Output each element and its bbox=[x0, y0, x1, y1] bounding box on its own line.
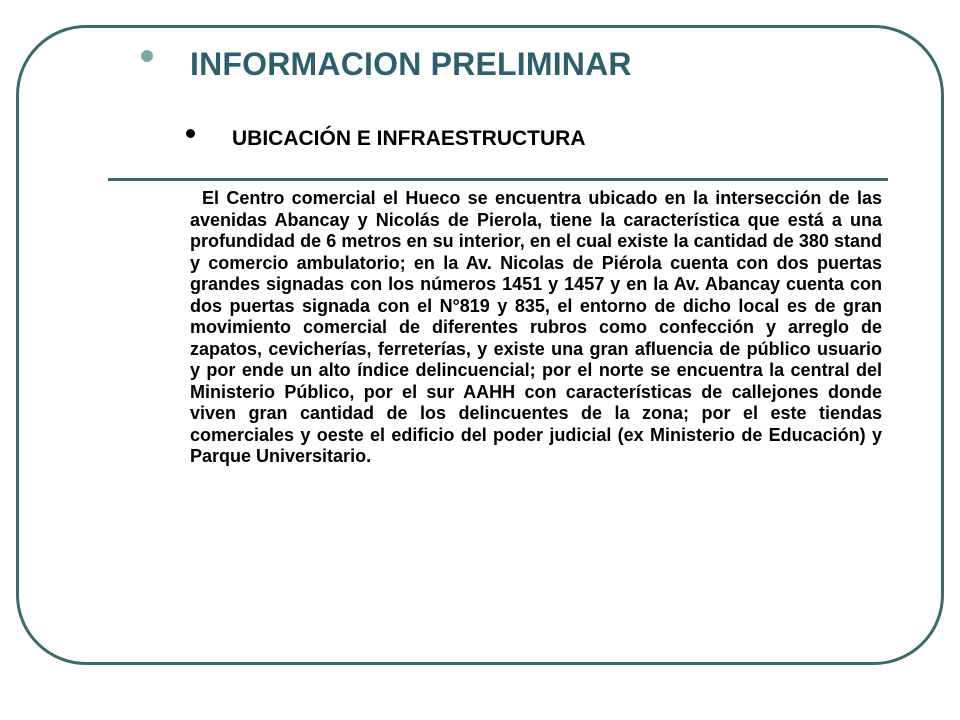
body-paragraph: El Centro comercial el Hueco se encuentra ubicado en la intersección de las avenidas Abancay y Nicolás de Pierola, tiene la característica que está a una profundidad de 6 metros en su interior, en el cual existe la cantidad de 380 stand y comercio ambulatorio; en la Av. Nicolas de Piérola cuenta con dos puertas grandes signadas con los números 1451 y 1457 y en la Av. Abancay cuenta con dos puertas signada con el N°819 y 835, el entorno de dicho local es de gran movimiento comercial de diferentes rubros como confección y arreglo de zapatos, cevicherías, ferreterías, y existe una gran afluencia de público usuario y por ende un alto índice delincuencial; por el norte se encuentra la central del Ministerio Público, por el sur AAHH con características de callejones donde viven gran cantidad de los delincuentes de la zona; por el este tiendas comerciales y oeste el edificio del poder judicial (ex Ministerio de Educación) y Parque Universitario. bbox=[190, 188, 882, 466]
slide-subtitle: UBICACIÓN E INFRAESTRUCTURA bbox=[232, 127, 586, 150]
subtitle-bullet bbox=[186, 129, 195, 138]
title-bullet bbox=[141, 50, 153, 62]
slide-title: INFORMACION PRELIMINAR bbox=[190, 46, 632, 82]
divider-line bbox=[108, 178, 888, 181]
